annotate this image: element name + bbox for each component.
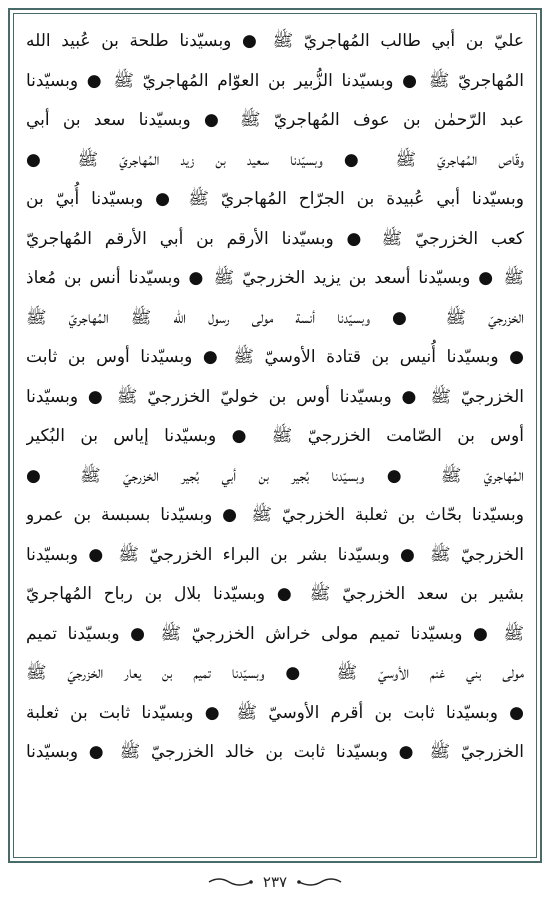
text-line: وبسيّدنا بحّاث بن ثعلبة الخزرجيّ ﷺ ● وبسيّدنا بسبسة بن عمرو bbox=[26, 505, 524, 525]
text-line: وقّاص المُهاجريّ ﷺ ● وبسيّدنا سعيد بن زيد المُهاجريّ ﷺ ● bbox=[26, 149, 524, 170]
text-line: مولى بني غنم الأوسيّ ﷺ ● وبسيّدنا تميم بن يعار الخزرجيّ ﷺ bbox=[26, 663, 524, 683]
page-number: ٢٣٧ bbox=[262, 873, 288, 891]
text-line: ﷺ ● وبسيّدنا تميم مولى خراش الخزرجيّ ﷺ ● وبسيّدنا تميم bbox=[26, 623, 524, 644]
page-footer bbox=[0, 868, 550, 896]
text-line: الخزرجيّ ﷺ ● وبسيّدنا ثابت بن خالد الخزرجيّ ﷺ ● وبسيّدنا bbox=[26, 742, 524, 762]
page-text bbox=[26, 22, 524, 773]
text-line: ● وبسيّدنا ثابت بن أقرم الأوسيّ ﷺ ● وبسيّدنا ثابت بن ثعلبة bbox=[26, 702, 524, 723]
text-line: المُهاجريّ ﷺ ● وبسيّدنا بُجير بن أبي بُجير الخزرجيّ ﷺ ● bbox=[26, 465, 524, 486]
ornament-right-icon bbox=[297, 875, 343, 889]
text-line: الخزرجيّ ﷺ ● وبسيّدنا أوس بن خوليّ الخزرجيّ ﷺ ● وبسيّدنا bbox=[26, 386, 524, 407]
text-line: عبد الرّحمٰن بن عوف المُهاجريّ ﷺ ● وبسيّدنا سعد بن أبي bbox=[26, 110, 524, 130]
text-line: عليّ بن أبي طالب المُهاجريّ ﷺ ● وبسيّدنا طلحة بن عُبيد الله bbox=[26, 31, 524, 51]
text-line: بشير بن سعد الخزرجيّ ﷺ ● وبسيّدنا بلال بن رباح المُهاجريّ bbox=[26, 584, 524, 604]
text-line: ● وبسيّدنا أُنيس بن قتادة الأوسيّ ﷺ ● وبسيّدنا أوس بن ثابت bbox=[26, 347, 524, 367]
text-line: كعب الخزرجيّ ﷺ ● وبسيّدنا الأرقم بن أبي الأرقم المُهاجريّ bbox=[26, 228, 524, 249]
text-line: الخزرجيّ ﷺ ● وبسيّدنا أنسة مولى رسول الله ﷺ المُهاجريّ ﷺ bbox=[26, 307, 524, 328]
text-line: المُهاجريّ ﷺ ● وبسيّدنا الزُّبير بن العوّام المُهاجريّ ﷺ ● وبسيّدنا bbox=[26, 70, 524, 91]
text-line: وبسيّدنا أبي عُبيدة بن الجرّاح المُهاجريّ ﷺ ● وبسيّدنا أُبيّ بن bbox=[26, 189, 524, 209]
text-line: أوس بن الصّامت الخزرجيّ ﷺ ● وبسيّدنا إياس بن البُكير bbox=[26, 426, 524, 446]
text-line: الخزرجيّ ﷺ ● وبسيّدنا بشر بن البراء الخزرجيّ ﷺ ● وبسيّدنا bbox=[26, 544, 524, 565]
text-line: ﷺ ● وبسيّدنا أسعد بن يزيد الخزرجيّ ﷺ ● وبسيّدنا أنس بن مُعاذ bbox=[26, 268, 524, 288]
ornament-left-icon bbox=[207, 875, 253, 889]
